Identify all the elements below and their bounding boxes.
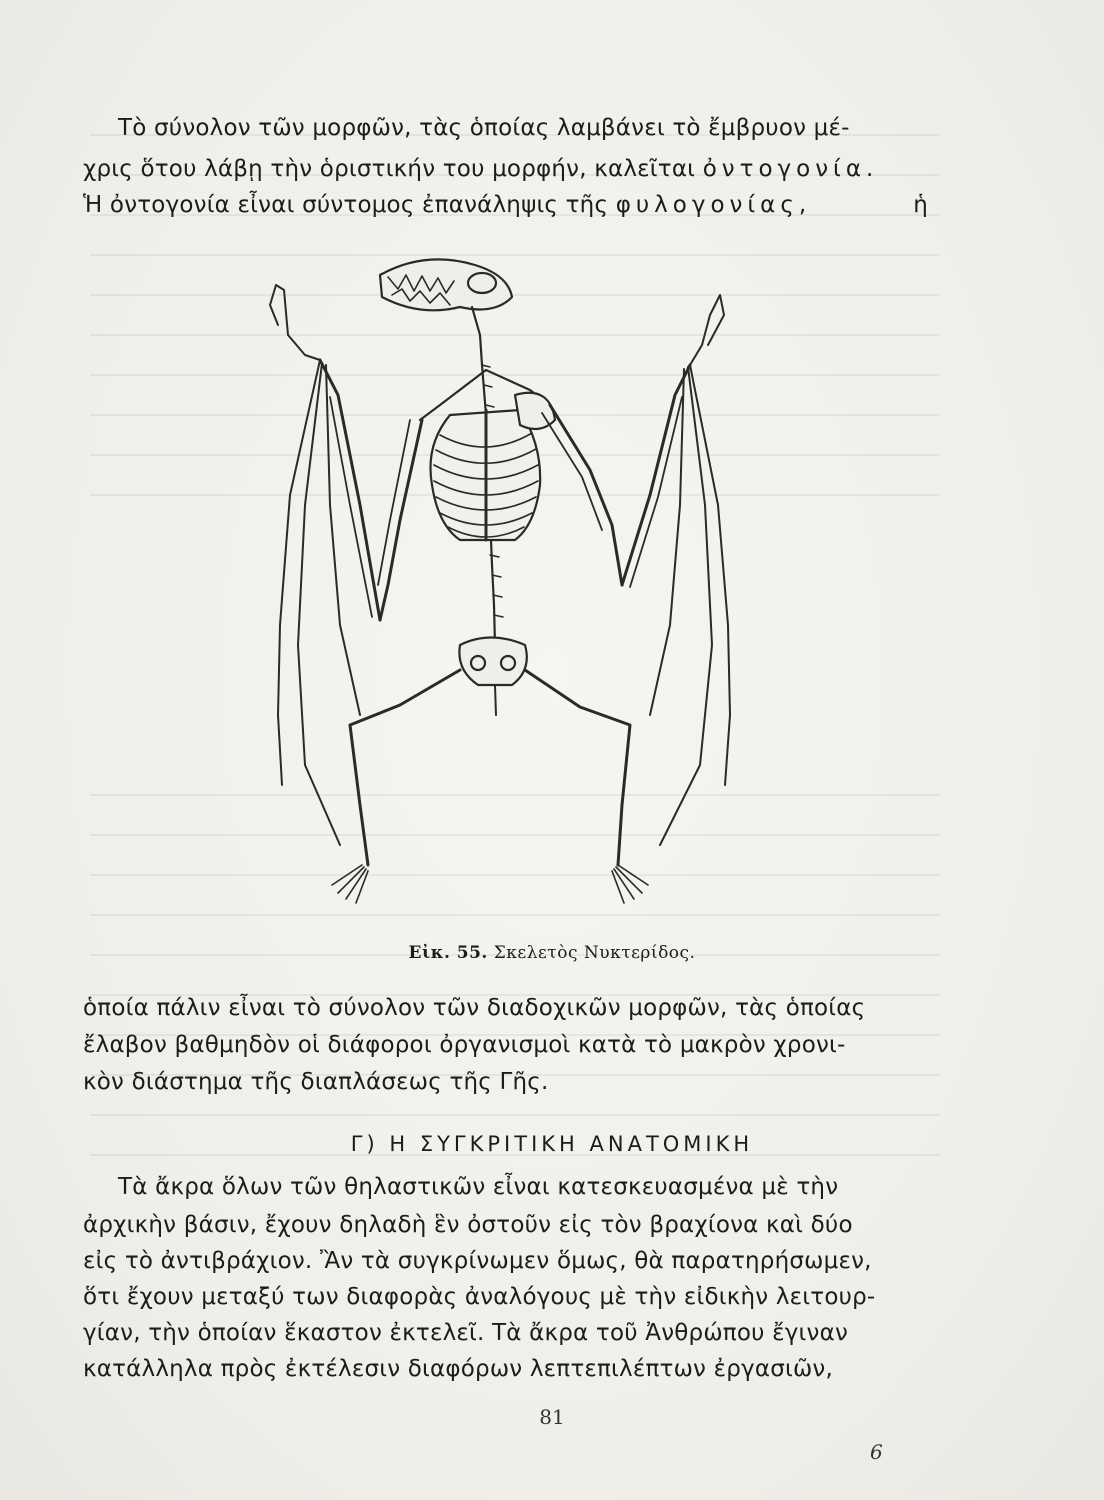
section-line-4: ὅτι ἔχουν μεταξύ των διαφορὰς ἀναλόγους μὲ τὴν εἰδικὴν λειτουρ- [83,1284,876,1310]
paragraph-line-3-text: Ἡ ὀντογονία εἶναι σύντομος ἐπανάληψις τῆς [83,192,609,218]
figure-caption-text: Σκελετὸς Νυκτερίδος. [493,943,696,963]
paragraph-line-3-end: ἡ [913,192,928,218]
paragraph-line-3 [83,190,928,220]
section-line-2: ἀρχικὴν βάσιν, ἔχουν δηλαδὴ ἓν ὀστοῦν εἰς τὸν βραχίονα καὶ δύο [83,1212,853,1238]
paragraph-line-1: Τὸ σύνολον τῶν μορφῶν, τὰς ὁποίας λαμβάνει τὸ ἔμβρυον μέ- [118,115,850,141]
section-line-1: Τὰ ἄκρα ὅλων τῶν θηλαστικῶν εἶναι κατεσκευασμένα μὲ τὴν [118,1174,839,1200]
term-ontogonia: ὀντογονία. [702,156,879,182]
term-phylogonias: φυλογονίας, [615,192,812,218]
section-line-6: κατάλληλα πρὸς ἐκτέλεσιν διαφόρων λεπτεπιλέπτων ἐργασιῶν, [83,1356,833,1382]
paragraph-line-6: κὸν διάστημα τῆς διαπλάσεως τῆς Γῆς. [83,1069,549,1095]
paragraph-line-2-text: χρις ὅτου λάβῃ τὴν ὁριστικήν του μορφήν, καλεῖται [83,156,696,182]
section-heading: Γ) Η ΣΥΓΚΡΙΤΙΚΗ ΑΝΑΤΟΜΙΚΗ [350,1132,754,1156]
bat-skeleton-illustration [250,245,750,925]
page-number: 81 [539,1405,565,1429]
section-line-5: γίαν, τὴν ὁποίαν ἕκαστον ἐκτελεῖ. Τὰ ἄκρα τοῦ Ἀνθρώπου ἔγιναν [83,1320,849,1346]
figure-caption [0,943,1104,963]
paragraph-line-2 [83,154,928,184]
section-line-3: εἰς τὸ ἀντιβράχιον. Ἂν τὰ συγκρίνωμεν ὅμως, θὰ παρατηρήσωμεν, [83,1248,872,1274]
paragraph-line-5: ἔλαβον βαθμηδὸν οἱ διάφοροι ὀργανισμοὶ κατὰ τὸ μακρὸν χρονι- [83,1032,846,1058]
paragraph-line-4: ὁποία πάλιν εἶναι τὸ σύνολον τῶν διαδοχικῶν μορφῶν, τὰς ὁποίας [83,995,866,1021]
signature-mark: 6 [870,1440,883,1464]
figure-label: Εἰκ. 55. [408,943,488,963]
